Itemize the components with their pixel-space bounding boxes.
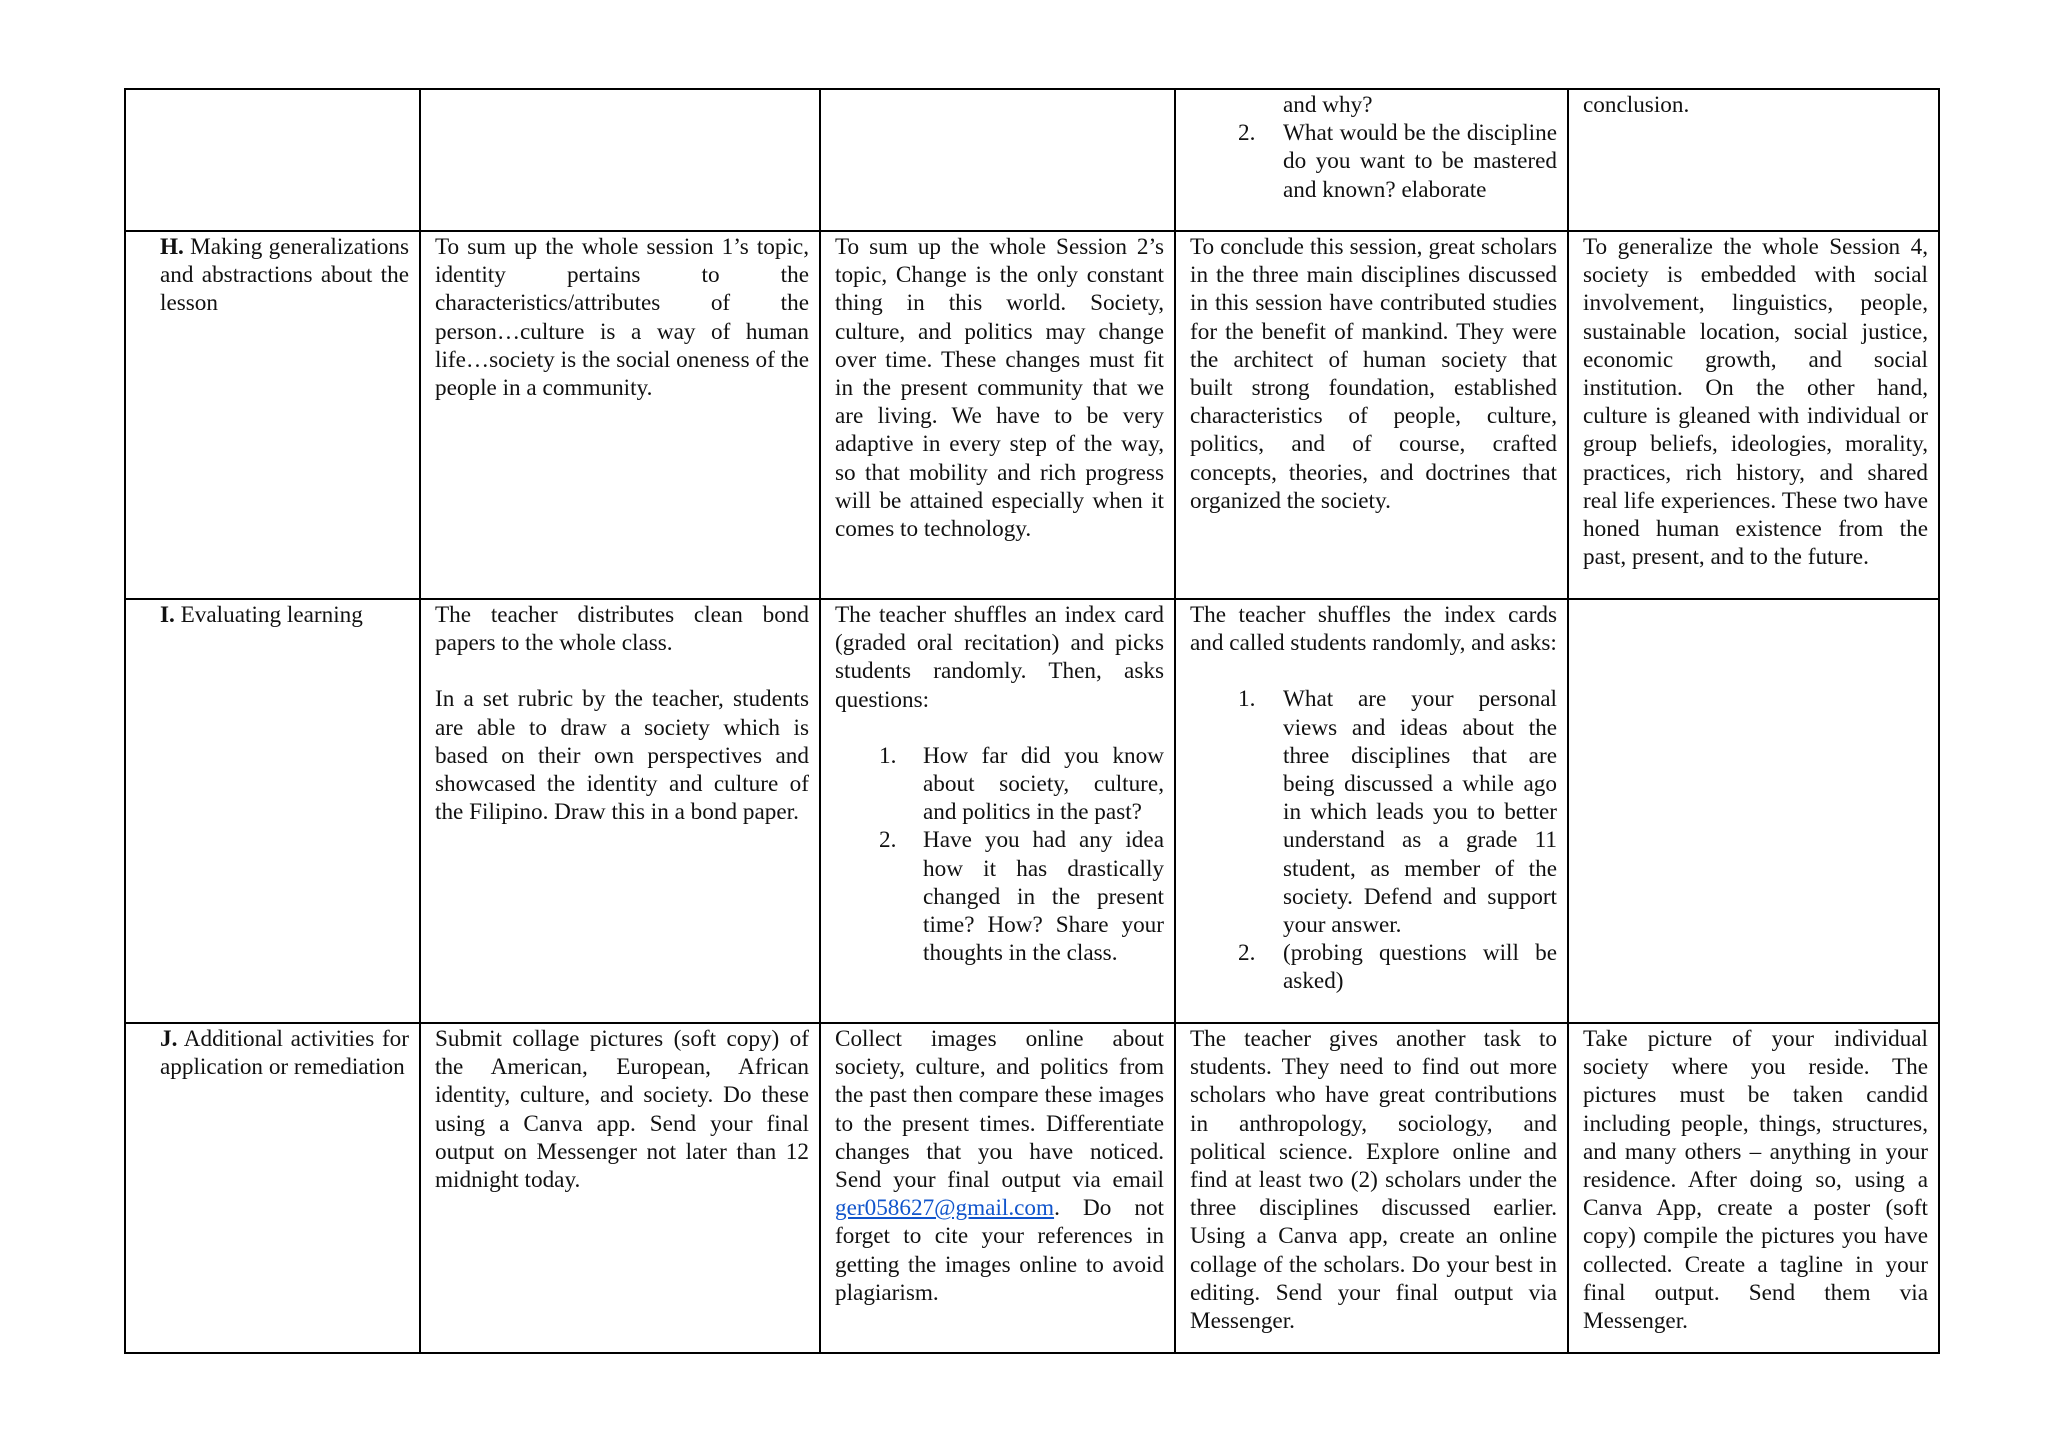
table-row-g: [125, 89, 1939, 231]
row-h-col5: To generalize the whole Session 4, society is embedded with social involvement, linguistics, people, sustainable location, social justice, economic growth, and social institution. On the other hand, culture is gleaned with individual or group beliefs, ideologies, morality, practices, rich history, and shared real life experiences. These two have honed human existence from the past, present, and to the future.: [1568, 231, 1939, 599]
row-g-col3-cell: [820, 89, 1175, 231]
table-row-i: [125, 599, 1939, 1023]
row-j-col2: Submit collage pictures (soft copy) of the American, European, African identity, culture, and society. Do these using a Canva app. Send your final output on Messenger not later than 12 midnight today.: [420, 1023, 820, 1353]
row-j-col5: Take picture of your individual society where you reside. The pictures must be taken candid including people, things, structures, and many others – anything in your residence. After doing so, using a Canva App, create a poster (soft copy) compile the pictures you have collected. Create a tagline in your final output. Send them via Messenger.: [1568, 1023, 1939, 1353]
row-i-col2: The teacher distributes clean bond papers to the whole class. In a set rubric by the teacher, students are able to draw a society which is based on their own perspectives and showcased the identity and culture of the Filipino. Draw this in a bond paper.: [420, 599, 820, 1023]
list-item: 1. What are your personal views and ideas about the three disciplines that are being discussed a while ago in which leads you to better understand as a grade 11 student, as member of the society. Defend and support your answer.: [1238, 686, 1557, 939]
row-h-label: H. Making generalizations and abstractions about the lesson: [125, 231, 420, 599]
row-i-col4-list: [1190, 685, 1557, 995]
row-i-col3: The teacher shuffles an index card (graded oral recitation) and picks students randomly. Then, asks questions: 1. How far did you know about society, culture, and politics in the past? 2. Have you had any idea how it has drastically changed in the present time? How? Share your thoughts in the class.: [820, 599, 1175, 1023]
row-h-col3: To sum up the whole Session 2’s topic, Change is the only constant thing in this world. Society, culture, and politics may change over time. These changes must fit in the present community that we are living. We have to be very adaptive in every step of the way, so that mobility and rich progress will be attained especially when it comes to technology.: [820, 231, 1175, 599]
row-j-col4: The teacher gives another task to students. They need to find out more scholars who have great contributions in anthropology, sociology, and political science. Explore online and find at least two (2) scholars under the three disciplines discussed earlier. Using a Canva app, create an online collage of the scholars. Do your best in editing. Send your final output via Messenger.: [1175, 1023, 1568, 1353]
row-i-col3-list: [835, 742, 1164, 968]
email-link[interactable]: ger058627@gmail.com: [835, 1195, 1055, 1222]
row-i-label: I. Evaluating learning: [125, 599, 420, 1023]
lesson-plan-table: [124, 88, 1940, 1354]
row-g-col4-cell: [1175, 89, 1568, 231]
row-g-col5-cell: conclusion.: [1568, 89, 1939, 231]
row-g-col4-list: [1190, 91, 1557, 204]
row-j-col3: Collect images online about society, culture, and politics from the past then compare these images to the present times. Differentiate changes that you have noticed. Send your final output via email ger058627@gmail.com. Do not forget to cite your references in getting the images online to avoid plagiarism.: [820, 1023, 1175, 1353]
row-g-label-cell: [125, 89, 420, 231]
list-item: 1. How far did you know about society, culture, and politics in the past?: [879, 742, 1164, 826]
table-row-j: [125, 1023, 1939, 1353]
row-j-label: J. Additional activities for application or remediation: [125, 1023, 420, 1353]
row-h-col2: To sum up the whole session 1’s topic, identity pertains to the characteristics/attributes of the person…culture is a way of human life…society is the social oneness of the people in a community.: [420, 231, 820, 599]
row-g-col2-cell: [420, 89, 820, 231]
table-row-h: [125, 231, 1939, 599]
row-i-col4: The teacher shuffles the index cards and called students randomly, and asks: 1. What are your personal views and ideas about the three disciplines that are being discussed a while ago in which leads you to better understand as a grade 11 student, as member of the society. Defend and support your answer. 2. (probing questions will be asked): [1175, 599, 1568, 1023]
row-i-col5: [1568, 599, 1939, 1023]
list-item: 2. (probing questions will be asked): [1238, 940, 1557, 995]
list-item: and why?: [1283, 92, 1373, 118]
row-h-col4: To conclude this session, great scholars in the three main disciplines discussed in this session have contributed studies for the benefit of mankind. They were the architect of human society that built strong foundation, established characteristics of people, culture, politics, and of course, crafted concepts, theories, and doctrines that organized the society.: [1175, 231, 1568, 599]
list-item: 2. What would be the discipline do you want to be mastered and known? elaborate: [1238, 120, 1557, 203]
list-item: 2. Have you had any idea how it has drastically changed in the present time? How? Share your thoughts in the class.: [879, 827, 1164, 967]
